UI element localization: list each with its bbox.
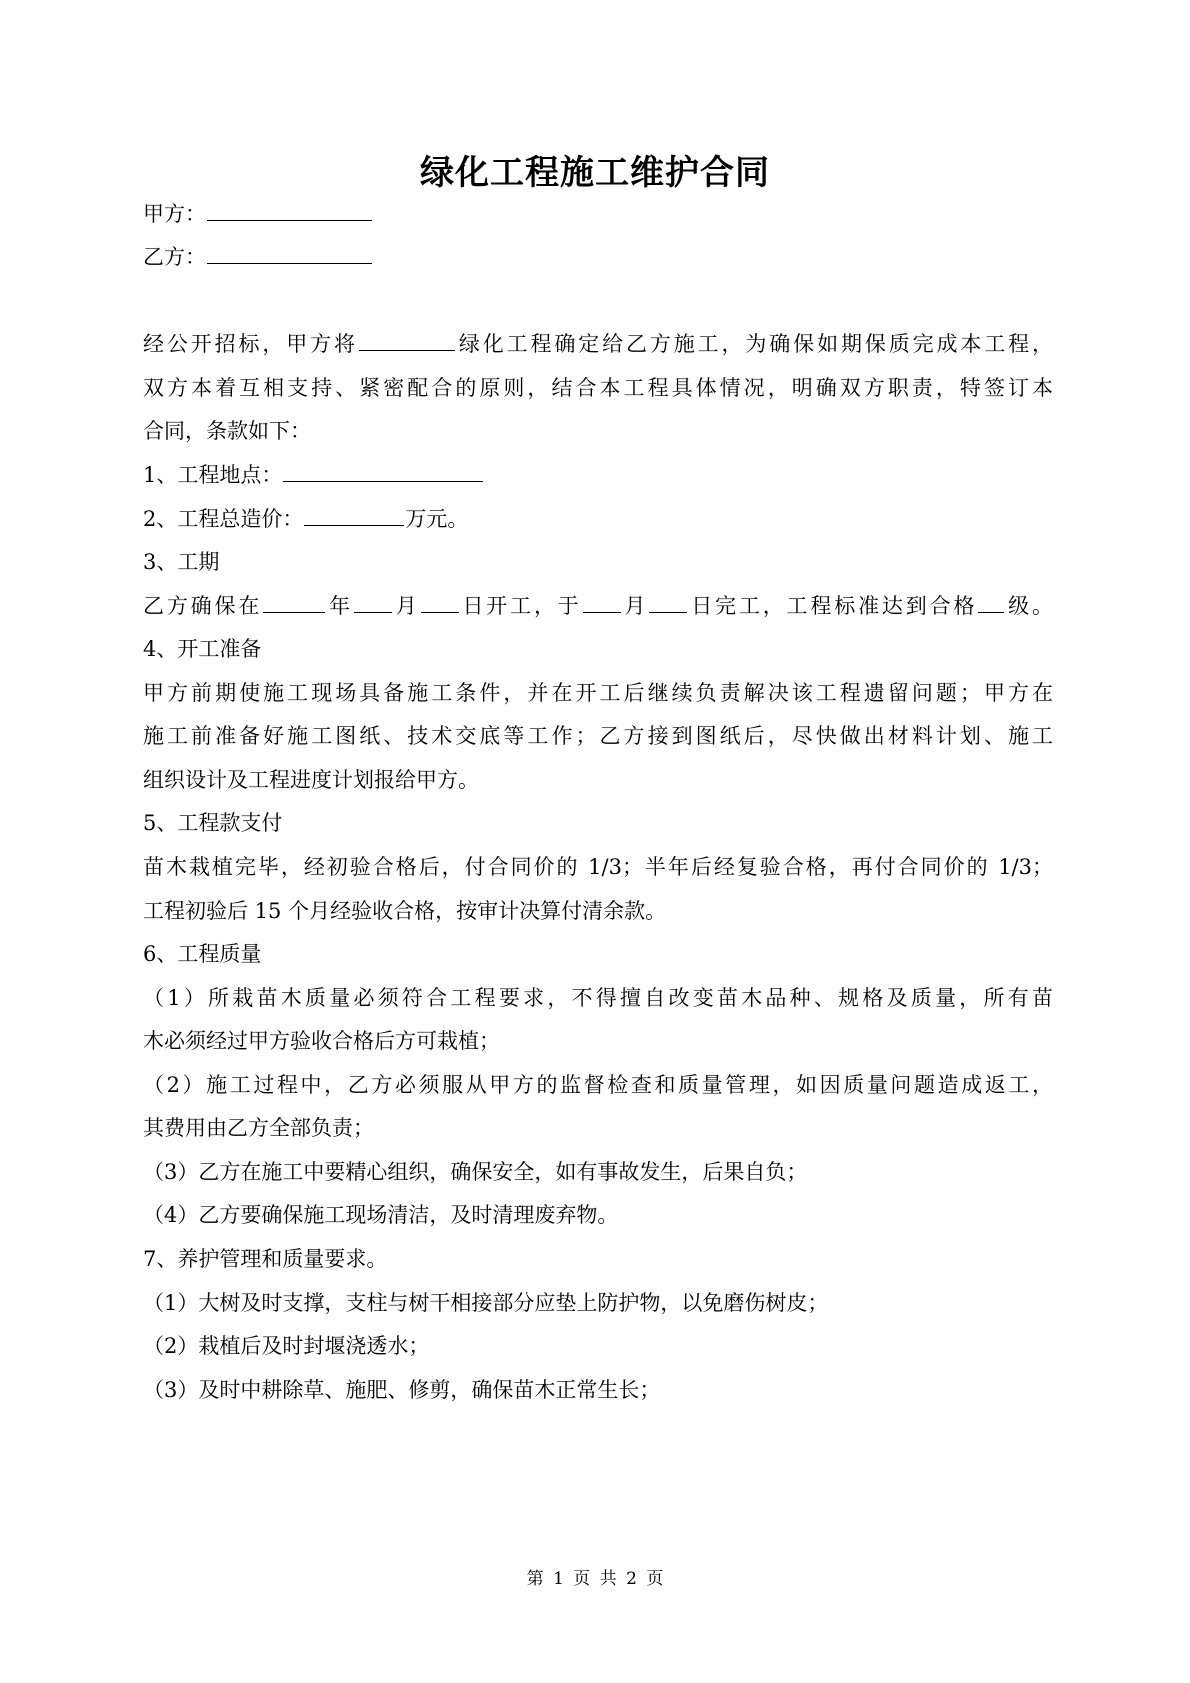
section-4-line-1: 甲方前期使施工现场具备施工条件，并在开工后继续负责解决该工程遗留问题；甲方在 xyxy=(143,681,1053,705)
schedule-text-4: 日开工，于 xyxy=(459,594,582,618)
intro-line-2: 双方本着互相支持、紧密配合的原则，结合本工程具体情况，明确双方职责，特签订本 xyxy=(143,376,1053,400)
party-b-label: 乙方： xyxy=(143,245,206,269)
schedule-text-6: 日完工，工程标准达到合格 xyxy=(688,594,978,618)
party-a-line xyxy=(143,199,1053,229)
party-b-blank xyxy=(207,243,372,264)
end-month-blank xyxy=(583,592,621,613)
section-6-heading: 6、工程质量 xyxy=(143,942,262,966)
party-a-blank xyxy=(207,200,372,221)
intro-text-1a: 经公开招标，甲方将 xyxy=(143,332,358,356)
intro-text-1b: 绿化工程确定给乙方施工，为确保如期保质完成本工程， xyxy=(455,332,1054,356)
section-5-heading: 5、工程款支付 xyxy=(143,811,283,835)
section-6-item-2-line-1: （2）施工过程中，乙方必须服从甲方的监督检查和质量管理，如因质量问题造成返工， xyxy=(143,1073,1053,1097)
section-7-item-1: （1）大树及时支撑，支柱与树干相接部分应垫上防护物，以免磨伤树皮； xyxy=(143,1291,829,1315)
schedule-text-3: 月 xyxy=(392,594,420,618)
schedule-text-1: 乙方确保在 xyxy=(143,594,263,618)
section-1-line xyxy=(143,460,1053,490)
section-6-item-1-line-1: （1）所栽苗木质量必须符合工程要求，不得擅自改变苗木品种、规格及质量，所有苗 xyxy=(143,986,1053,1010)
section-5-line-2: 工程初验后 15 个月经验收合格，按审计决算付清余款。 xyxy=(143,899,667,923)
section-6-item-2-line-2: 其费用由乙方全部负责； xyxy=(143,1116,374,1140)
page-footer: 第 1 页 共 2 页 xyxy=(526,1569,664,1589)
start-day-blank xyxy=(421,592,459,613)
party-a-label: 甲方： xyxy=(143,202,206,226)
section-6-item-1-line-2: 木必须经过甲方验收合格后方可栽植； xyxy=(143,1029,500,1053)
section-4-line-3: 组织设计及工程进度计划报给甲方。 xyxy=(143,768,479,792)
section-7-item-2: （2）栽植后及时封堰浇透水； xyxy=(143,1334,430,1358)
section-7-item-3: （3）及时中耕除草、施肥、修剪，确保苗木正常生长； xyxy=(143,1378,661,1402)
start-month-blank xyxy=(354,592,392,613)
schedule-text-2: 年 xyxy=(326,594,353,618)
party-b-line xyxy=(143,242,1053,272)
total-cost-blank xyxy=(304,505,404,526)
document-title: 绿化工程施工维护合同 xyxy=(420,153,770,193)
section-4-heading: 4、开工准备 xyxy=(143,637,262,661)
location-blank xyxy=(283,461,483,482)
location-label: 1、工程地点： xyxy=(143,463,283,487)
end-day-blank xyxy=(649,592,687,613)
total-cost-label: 2、工程总造价： xyxy=(143,507,304,531)
section-3-heading: 3、工期 xyxy=(143,550,220,574)
section-2-line xyxy=(143,504,1053,534)
section-7-heading: 7、养护管理和质量要求。 xyxy=(143,1247,388,1271)
schedule-text-5: 月 xyxy=(621,594,649,618)
section-4-line-2: 施工前准备好施工图纸、技术交底等工作；乙方接到图纸后，尽快做出材料计划、施工 xyxy=(143,724,1053,748)
start-year-blank xyxy=(263,592,325,613)
section-6-item-3: （3）乙方在施工中要精心组织，确保安全，如有事故发生，后果自负； xyxy=(143,1160,808,1184)
grade-blank xyxy=(978,592,1004,613)
section-6-item-4: （4）乙方要确保施工现场清洁，及时清理废弃物。 xyxy=(143,1203,619,1227)
total-cost-unit: 万元。 xyxy=(405,507,469,531)
schedule-text-7: 级。 xyxy=(1005,594,1053,618)
section-5-line-1: 苗木栽植完毕，经初验合格后，付合同价的 1/3；半年后经复验合格，再付合同价的 1/3； xyxy=(143,855,1053,879)
schedule-line xyxy=(143,591,1053,621)
intro-line-1 xyxy=(143,329,1053,359)
intro-line-3: 合同，条款如下： xyxy=(143,419,311,443)
project-name-blank xyxy=(359,330,455,351)
